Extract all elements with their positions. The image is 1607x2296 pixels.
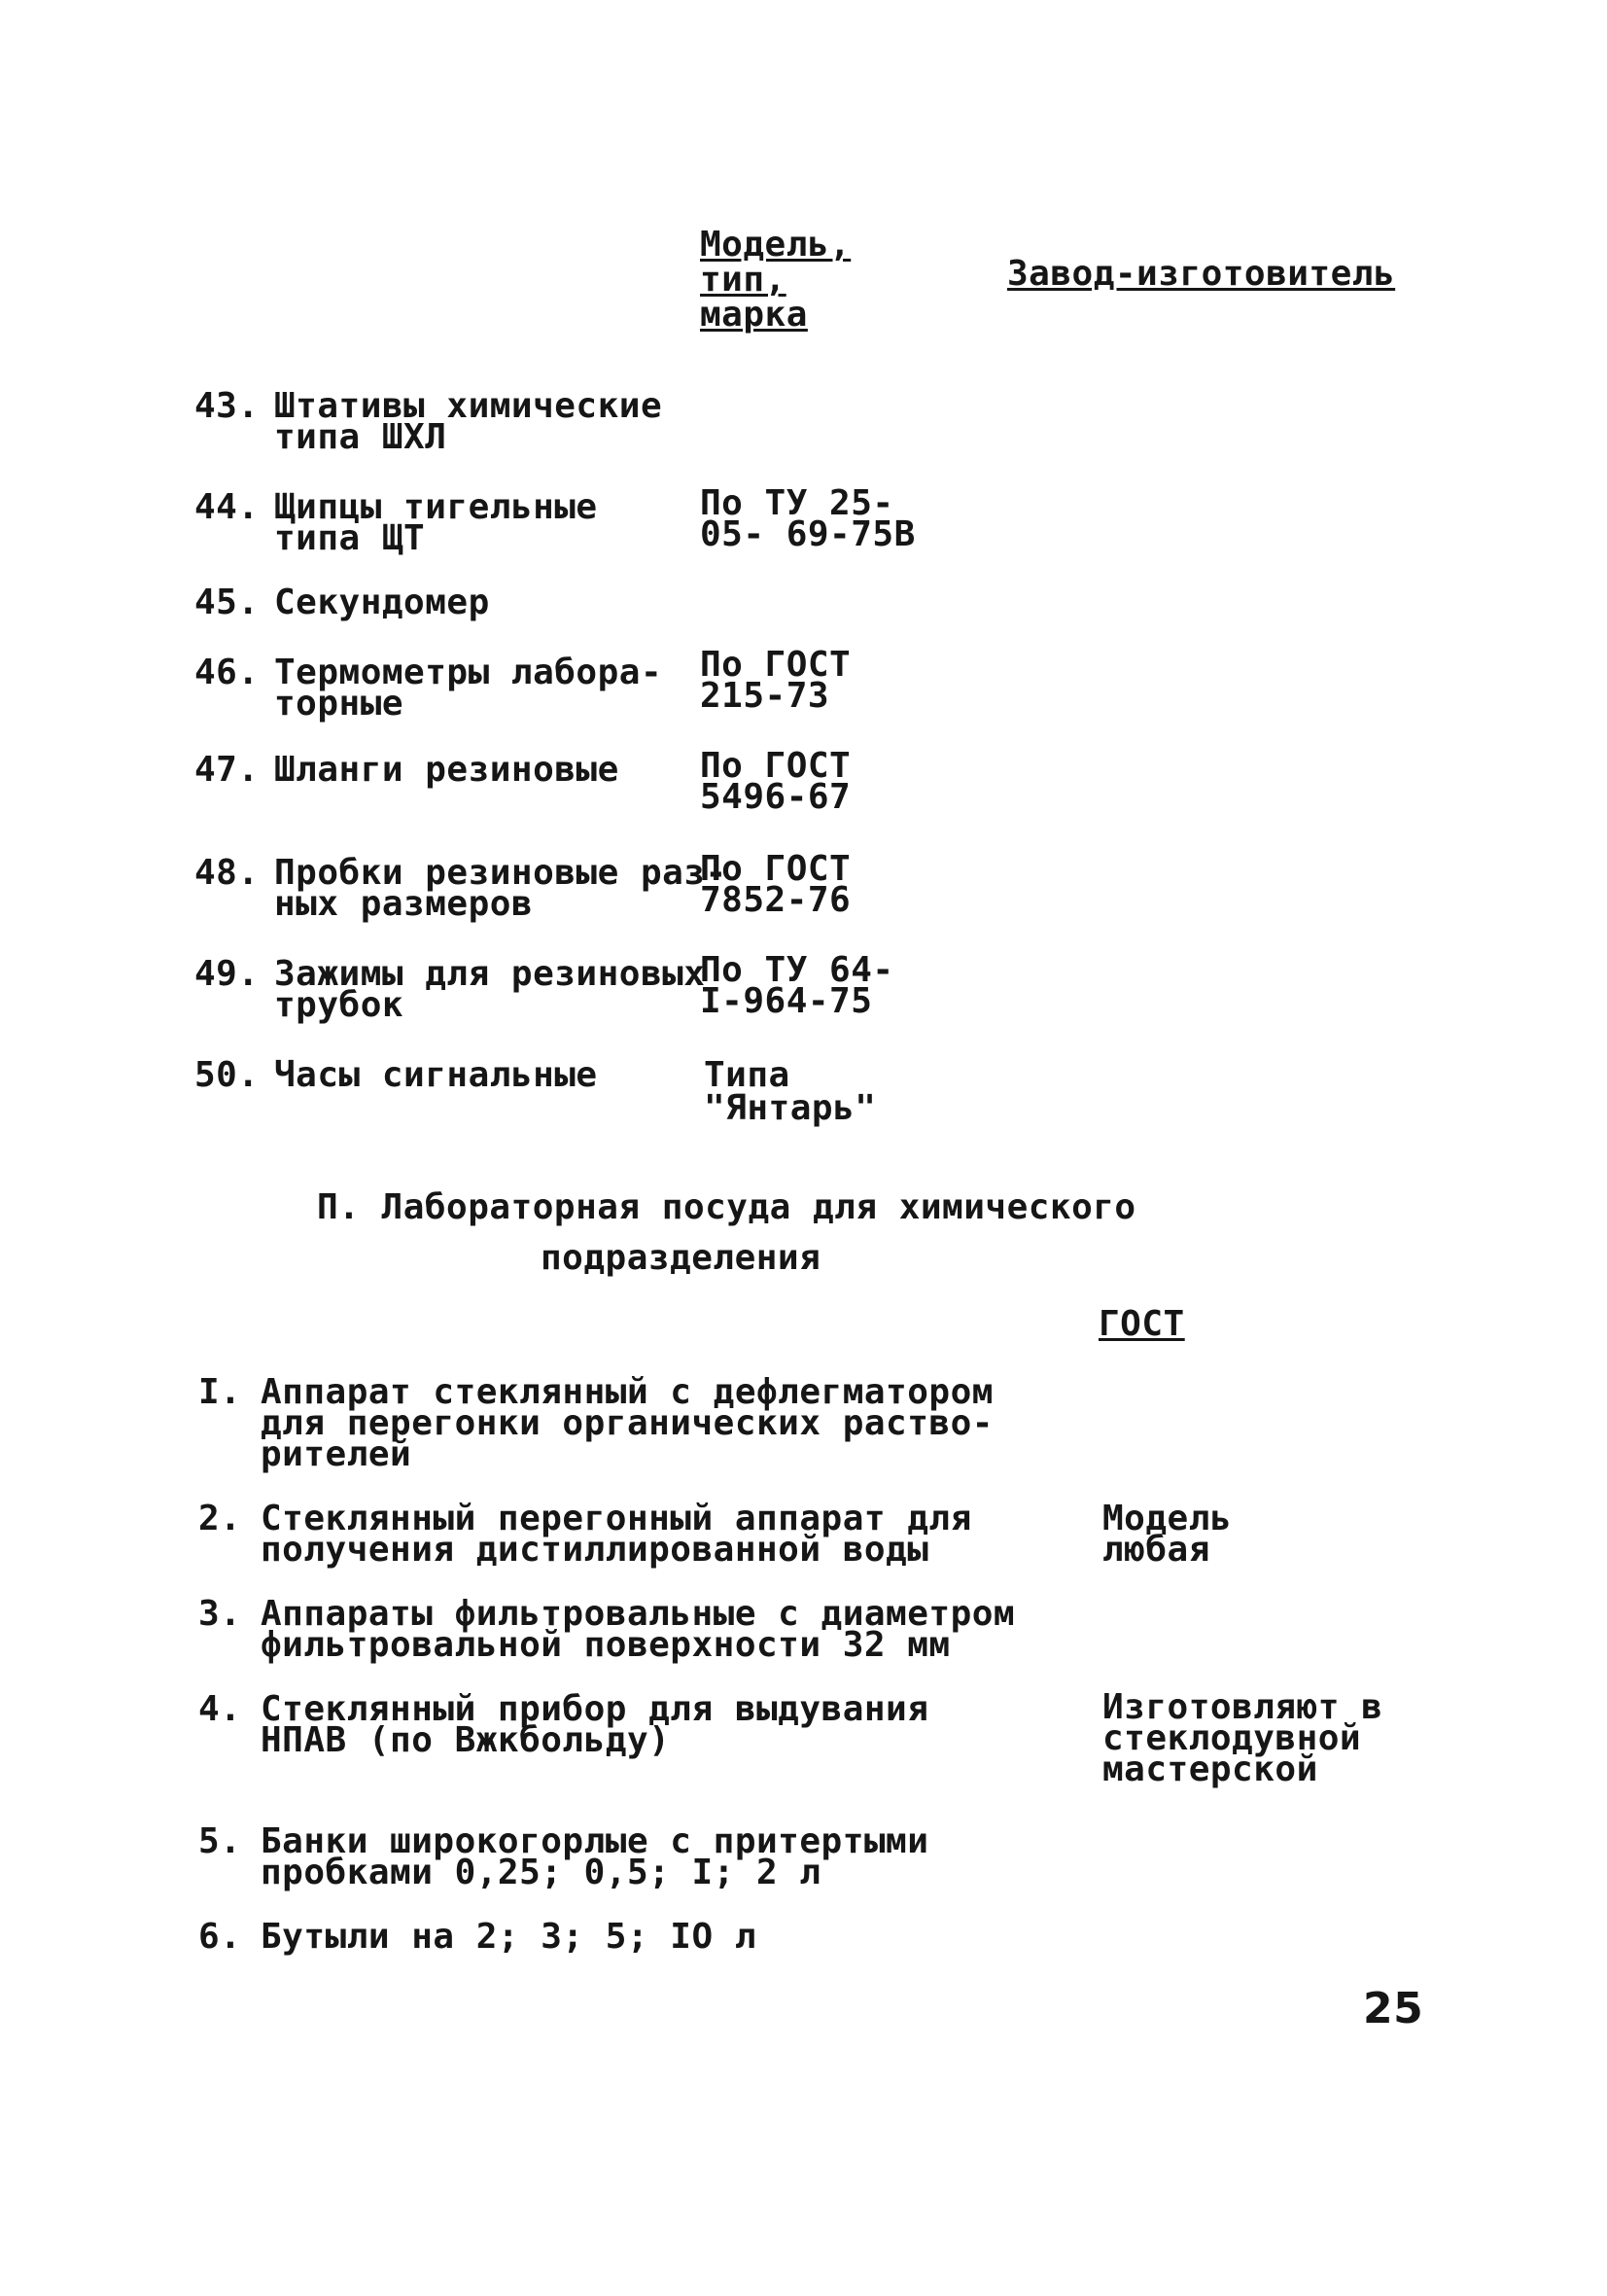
item-model-line: По ТУ 25- (700, 483, 894, 523)
item-right-line: стеклодувной (1102, 1718, 1362, 1758)
item-right-line: любая (1102, 1530, 1210, 1570)
item-name-line: Бутыли на 2; 3; 5; IO л (261, 1917, 756, 1957)
item-name-line: Штативы химические (274, 386, 663, 426)
item-number: 49. (194, 954, 260, 994)
item-name-line: Зажимы для резиновых (274, 954, 706, 994)
item-name-line: трубок (274, 985, 404, 1025)
item-name-line: Шланги резиновые (274, 750, 619, 790)
item-model-line: 7852-76 (700, 880, 852, 920)
item-name-line: Стеклянный перегонный аппарат для (261, 1499, 972, 1538)
item-number: 44. (194, 487, 260, 527)
item-name-line: пробками 0,25; 0,5; I; 2 л (261, 1853, 821, 1892)
item-name-line: получения дистиллированной воды (261, 1530, 929, 1570)
item-model-line: По ГОСТ (700, 645, 852, 685)
item-name-line: для перегонки органических раство- (261, 1403, 994, 1443)
item-name-line: Аппараты фильтровальные с диаметром (261, 1594, 1016, 1634)
item-name-line: рителей (261, 1434, 412, 1474)
item-name-line: типа ШХЛ (274, 417, 447, 457)
item-number: 5. (198, 1821, 242, 1861)
item-number: 3. (198, 1594, 242, 1634)
item-name-line: Стеклянный прибор для выдувания (261, 1689, 929, 1729)
item-number: 46. (194, 653, 260, 692)
item-name-line: Аппарат стеклянный с дефлегматором (261, 1372, 994, 1412)
item-name-line: Пробки резиновые раз- (274, 853, 727, 893)
item-model-line: Типа (704, 1055, 790, 1095)
item-model-line: 5496-67 (700, 777, 852, 817)
item-number: 45. (194, 583, 260, 622)
item-right-line: Модель (1102, 1499, 1233, 1538)
header-model-line: марка (700, 295, 808, 335)
item-right-line: мастерской (1102, 1749, 1318, 1789)
item-model-line: 215-73 (700, 676, 830, 716)
section-title-cont: подразделения (541, 1238, 821, 1278)
item-number: I. (198, 1372, 242, 1412)
item-name-line: Термометры лабора- (274, 653, 663, 692)
item-model-line: По ГОСТ (700, 849, 852, 889)
item-name-line: типа ЩТ (274, 518, 426, 558)
item-name-line: НПАВ (по Вжкбольду) (261, 1720, 671, 1760)
header-model-line: Модель, (700, 225, 852, 265)
page-number: 25 (1363, 1984, 1424, 2033)
item-model-line: 05- 69-75В (700, 514, 916, 554)
header-maker: Завод-изготовитель (1007, 254, 1396, 294)
item-model-line: По ГОСТ (700, 746, 852, 786)
item-number: 2. (198, 1499, 242, 1538)
column-header-gost: ГОСТ (1099, 1304, 1185, 1344)
item-name-line: торные (274, 684, 404, 724)
item-number: 6. (198, 1917, 242, 1957)
item-number: 47. (194, 750, 260, 790)
item-right-line: Изготовляют в (1102, 1687, 1383, 1727)
item-name-line: Банки широкогорлые с притертыми (261, 1821, 929, 1861)
item-name-line: Щипцы тигельные (274, 487, 598, 527)
item-number: 43. (194, 386, 260, 426)
item-number: 4. (198, 1689, 242, 1729)
item-model-line: По ТУ 64- (700, 950, 894, 990)
item-name-line: фильтровальной поверхности 32 мм (261, 1625, 951, 1665)
item-name-line: Часы сигнальные (274, 1055, 598, 1095)
header-model-line: тип, (700, 260, 786, 300)
item-name-line: ных размеров (274, 884, 534, 924)
item-model-line: I-964-75 (700, 981, 873, 1021)
item-number: 48. (194, 853, 260, 893)
item-model-line: "Янтарь" (704, 1088, 877, 1128)
item-number: 50. (194, 1055, 260, 1095)
section-title: П. Лабораторная посуда для химического (317, 1187, 1136, 1227)
item-name-line: Секундомер (274, 583, 490, 622)
